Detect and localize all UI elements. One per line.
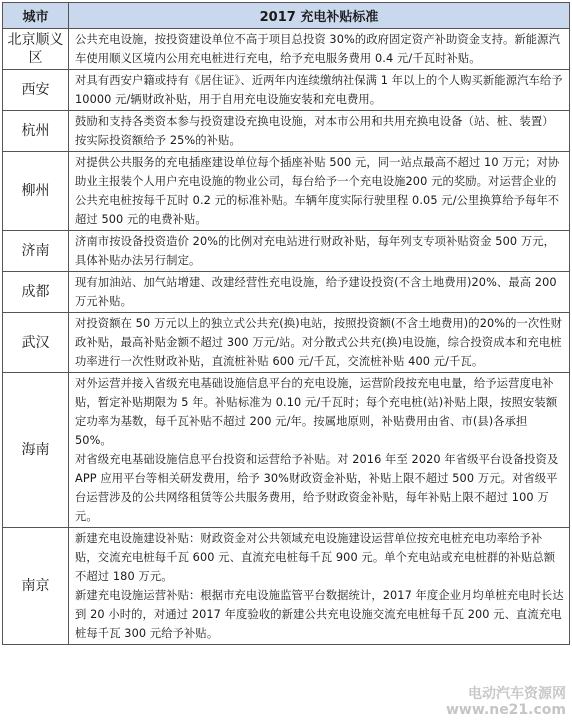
header-city: 城市: [3, 3, 69, 29]
standard-paragraph: 济南市按设备投资造价 20%的比例对充电站进行财政补贴，每年列支专项补贴资金 500 万元，具体补贴办法另行制定。: [75, 235, 556, 267]
standard-cell: [69, 373, 570, 528]
table-row: [3, 70, 570, 111]
city-cell: 杭州: [3, 111, 69, 152]
standard-paragraph: 对省级充电基础设施信息平台投资和运营给予补贴。对 2016 年至 2020 年省级平台设备投资及 APP 应用平台等相关研发费用，给予 30%财政资金补贴，补贴上限不超过 500 万元。对省级平台运营涉及的公共网络租赁等公共服务费用，给予财政资金补贴，每年补贴上限不超过 100 万元。: [75, 453, 559, 523]
standard-cell: [69, 111, 570, 152]
watermark-line2: www.ne21.com: [446, 702, 566, 718]
city-cell: 海南: [3, 373, 69, 528]
standard-paragraph: 鼓励和支持各类资本参与投资建设充换电设施，对本市公用和共用充换电设备（站、桩、装置）按实际投资额给予 25%的补贴。: [75, 115, 554, 147]
table-row: [3, 272, 570, 313]
table-row: [3, 29, 570, 70]
table-row: [3, 231, 570, 272]
city-cell: 南京: [3, 528, 69, 645]
standard-cell: [69, 231, 570, 272]
standard-paragraph: 新建充电设施运营补贴：根据市充电设施监管平台数据统计，2017 年度企业月均单桩充电时长达到 20 小时的，对通过 2017 年度验收的新建公共充电设施交流充电桩每千瓦 200 元、直流充电桩每千瓦 300 元给予补贴。: [75, 589, 564, 640]
city-cell: 武汉: [3, 313, 69, 373]
standard-paragraph: 新建充电设施建设补贴：财政资金对公共领域充电设施建设运营单位按充电桩充电功率给予补贴，交流充电桩每千瓦 600 元、直流充电桩每千瓦 900 元。单个充电站或充电桩群的补贴总额不超过 180 万元。: [75, 532, 556, 583]
table-row: [3, 152, 570, 231]
standard-cell: [69, 152, 570, 231]
header-standard: 2017 充电补贴标准: [69, 3, 570, 29]
table-row: [3, 111, 570, 152]
table-row: [3, 373, 570, 528]
standard-cell: [69, 528, 570, 645]
standard-paragraph: 现有加油站、加气站增建、改建经营性充电设施，给予建设投资(不含土地费用)20%、最高 200 万元补贴。: [75, 276, 557, 308]
city-cell: 成都: [3, 272, 69, 313]
watermark-line1: 电动汽车资源网: [468, 686, 566, 702]
standard-cell: [69, 313, 570, 373]
standard-paragraph: 对提供公共服务的充电插座建设单位每个插座补贴 500 元，同一站点最高不超过 10 万元；对协助业主报装个人用户充电设施的物业公司，每台给予一个充电设施200 元的奖励。对运营企业的公共充电桩按每千瓦时 0.2 元的标准补贴。车辆年度实际行驶里程 0.05 元/公里换算给予每年不超过 500 元的电费补贴。: [75, 156, 560, 226]
standard-cell: [69, 70, 570, 111]
city-cell: 北京顺义区: [3, 29, 69, 70]
table-row: [3, 528, 570, 645]
subsidy-table: [2, 2, 570, 645]
header-row: [3, 3, 570, 29]
city-cell: 济南: [3, 231, 69, 272]
city-cell: 西安: [3, 70, 69, 111]
standard-cell: [69, 272, 570, 313]
city-cell: 柳州: [3, 152, 69, 231]
table-row: [3, 313, 570, 373]
standard-paragraph: 对投资额在 50 万元以上的独立式公共充(换)电站，按照投资额(不含土地费用)的20%的一次性财政补贴，最高补贴金额不超过 300 万元/站。对分散式公共充(换)电设施，综合投资成本和充电桩功率进行一次性财政补贴，直流桩补贴 600 元/千瓦，交流桩补贴 400 元/千瓦。: [75, 317, 563, 368]
watermark: [446, 686, 566, 718]
standard-paragraph: 公共充电设施，按投资建设单位不高于项目总投资 30%的政府固定资产补助资金支持。新能源汽车使用顺义区境内公用充电桩进行充电，给予充电服务费用 0.4 元/千瓦时补贴。: [75, 33, 560, 65]
standard-paragraph: 对外运营并接入省级充电基础设施信息平台的充电设施，运营阶段按充电电量，给予运营度电补贴，暂定补贴期限为 5 年。补贴标准为 0.10 元/千瓦时；每个充电桩(站)补贴上限，按照安装额定功率为基数，每千瓦补贴不超过 200 元/年。按属地原则，补贴费用由省、市(县)各承担 50%。: [75, 377, 558, 447]
standard-paragraph: 对具有西安户籍或持有《居住证》、近两年内连续缴纳社保满 1 年以上的个人购买新能源汽车给予 10000 元/辆财政补贴，用于自用充电设施安装和充电费用。: [75, 74, 563, 106]
standard-cell: [69, 29, 570, 70]
